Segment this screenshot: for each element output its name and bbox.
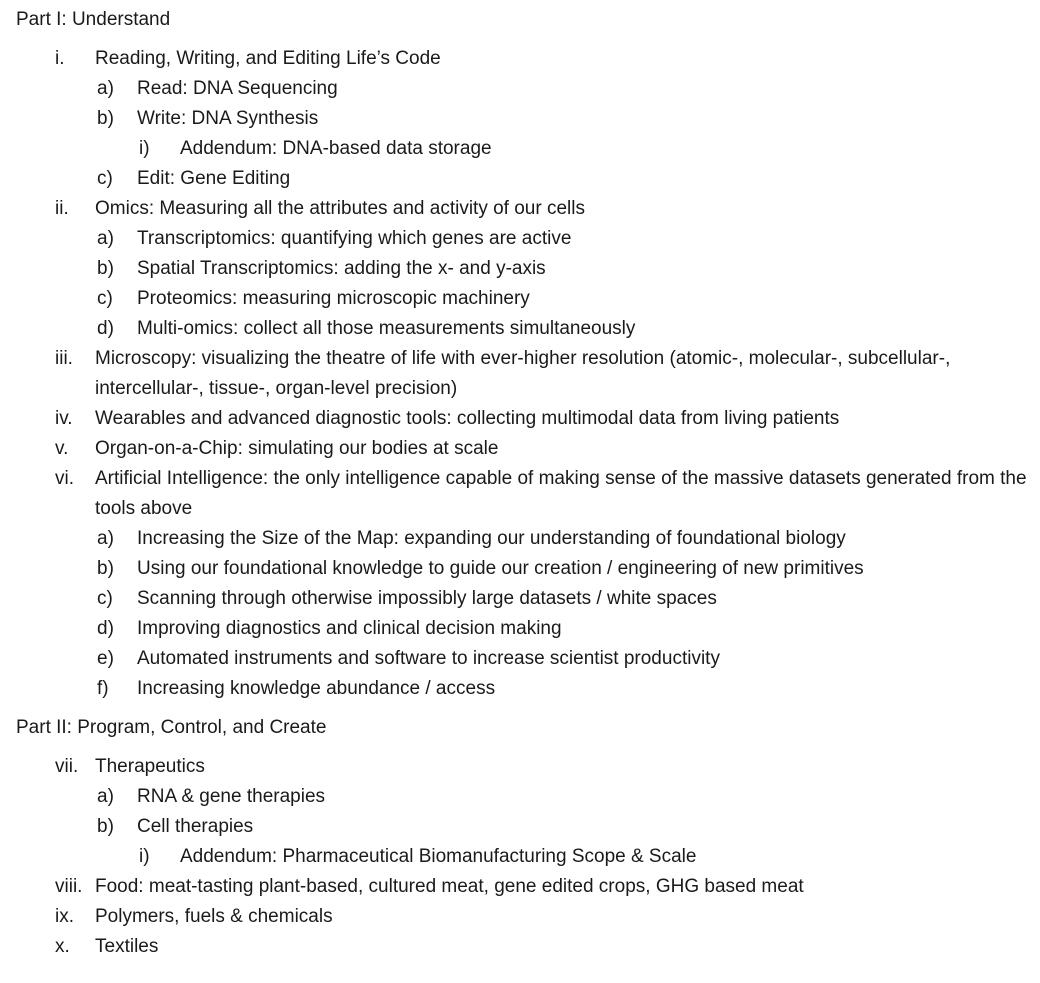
list-item	[0, 74, 1040, 104]
list-item	[0, 344, 1040, 404]
list-item-label: a)	[97, 786, 114, 807]
list-item-text: RNA & gene therapies	[137, 786, 326, 807]
list-item	[0, 812, 1040, 842]
list-item	[0, 224, 1040, 254]
list-item-text: Reading, Writing, and Editing Life’s Code	[95, 48, 441, 69]
list-item-text: Organ-on-a-Chip: simulating our bodies at scale	[95, 438, 499, 459]
section-heading: Part II: Program, Control, and Create	[16, 717, 327, 738]
list-item	[0, 44, 1040, 74]
list-item-text: Food: meat-tasting plant-based, cultured meat, gene edited crops, GHG based meat	[95, 876, 804, 897]
list-item	[0, 284, 1040, 314]
list-item-text: Improving diagnostics and clinical decision making	[137, 618, 562, 639]
list-item-text: Automated instruments and software to increase scientist productivity	[137, 648, 720, 669]
list-item	[0, 434, 1040, 464]
list-item-text: Write: DNA Synthesis	[137, 108, 319, 129]
list-item	[0, 752, 1040, 782]
list-item-label: a)	[97, 228, 114, 249]
list-item-label: iv.	[55, 408, 73, 429]
section-heading: Part I: Understand	[16, 9, 171, 30]
list-item-label: a)	[97, 78, 114, 99]
list-item-label: x.	[55, 936, 70, 957]
list-item-label: d)	[97, 618, 114, 639]
list-item-label: b)	[97, 558, 114, 579]
list-item-text: Wearables and advanced diagnostic tools: collecting multimodal data from living patients	[95, 408, 840, 429]
list-item-text: Using our foundational knowledge to guide our creation / engineering of new primitives	[137, 558, 864, 579]
list-item	[0, 932, 1040, 962]
list-item-label: c)	[97, 168, 113, 189]
list-item-text: Transcriptomics: quantifying which genes are active	[137, 228, 572, 249]
list-item-text: Read: DNA Sequencing	[137, 78, 338, 99]
list-item	[0, 674, 1040, 704]
list-item-text: Proteomics: measuring microscopic machinery	[137, 288, 530, 309]
list-item	[0, 254, 1040, 284]
list-item-text: Increasing knowledge abundance / access	[137, 678, 496, 699]
list-item	[0, 842, 1040, 872]
list-item-text: Artificial Intelligence: the only intelligence capable of making sense of the massive datasets generated from the tools above	[95, 468, 1027, 519]
list-item-text: Spatial Transcriptomics: adding the x- and y-axis	[137, 258, 546, 279]
list-item-label: v.	[55, 438, 69, 459]
list-item-label: vi.	[55, 468, 74, 489]
list-item-label: b)	[97, 258, 114, 279]
list-item-label: b)	[97, 816, 114, 837]
list-item-label: d)	[97, 318, 114, 339]
list-item-label: viii.	[55, 876, 83, 897]
list-item	[0, 404, 1040, 434]
list-item-label: vii.	[55, 756, 79, 777]
list-item-label: ii.	[55, 198, 69, 219]
list-item	[0, 314, 1040, 344]
list-item-text: Omics: Measuring all the attributes and activity of our cells	[95, 198, 585, 219]
list-item	[0, 134, 1040, 164]
list-item-label: c)	[97, 288, 113, 309]
list-item-label: i)	[139, 846, 150, 867]
list-item-text: Addendum: Pharmaceutical Biomanufacturing Scope & Scale	[180, 846, 697, 867]
list-item-label: iii.	[55, 348, 73, 369]
list-item-label: a)	[97, 528, 114, 549]
list-item-text: Scanning through otherwise impossibly large datasets / white spaces	[137, 588, 717, 609]
list-item-label: i.	[55, 48, 65, 69]
list-item-label: c)	[97, 588, 113, 609]
list-item	[0, 872, 1040, 902]
list-item-label: i)	[139, 138, 150, 159]
list-item	[0, 902, 1040, 932]
list-item	[0, 644, 1040, 674]
list-item	[0, 164, 1040, 194]
list-item-text: Cell therapies	[137, 816, 254, 837]
list-item	[0, 614, 1040, 644]
list-item-text: Edit: Gene Editing	[137, 168, 291, 189]
list-item-label: ix.	[55, 906, 74, 927]
list-item-label: f)	[97, 678, 109, 699]
list-item-text: Textiles	[95, 936, 159, 957]
list-item-text: Therapeutics	[95, 756, 205, 777]
document-body	[0, 5, 1040, 962]
list-item	[0, 104, 1040, 134]
list-item	[0, 554, 1040, 584]
list-item-text: Increasing the Size of the Map: expanding our understanding of foundational biology	[137, 528, 846, 549]
list-item-text: Polymers, fuels & chemicals	[95, 906, 333, 927]
list-item	[0, 584, 1040, 614]
list-item-label: e)	[97, 648, 114, 669]
list-item-text: Microscopy: visualizing the theatre of life with ever-higher resolution (atomic-, molecular-, subcellular-, intercellular-, tissue-, organ-level precision)	[95, 348, 951, 399]
list-item	[0, 194, 1040, 224]
list-item	[0, 464, 1040, 524]
list-item	[0, 782, 1040, 812]
list-item	[0, 524, 1040, 554]
list-item-label: b)	[97, 108, 114, 129]
list-item-text: Multi-omics: collect all those measurements simultaneously	[137, 318, 636, 339]
list-item-text: Addendum: DNA-based data storage	[180, 138, 492, 159]
